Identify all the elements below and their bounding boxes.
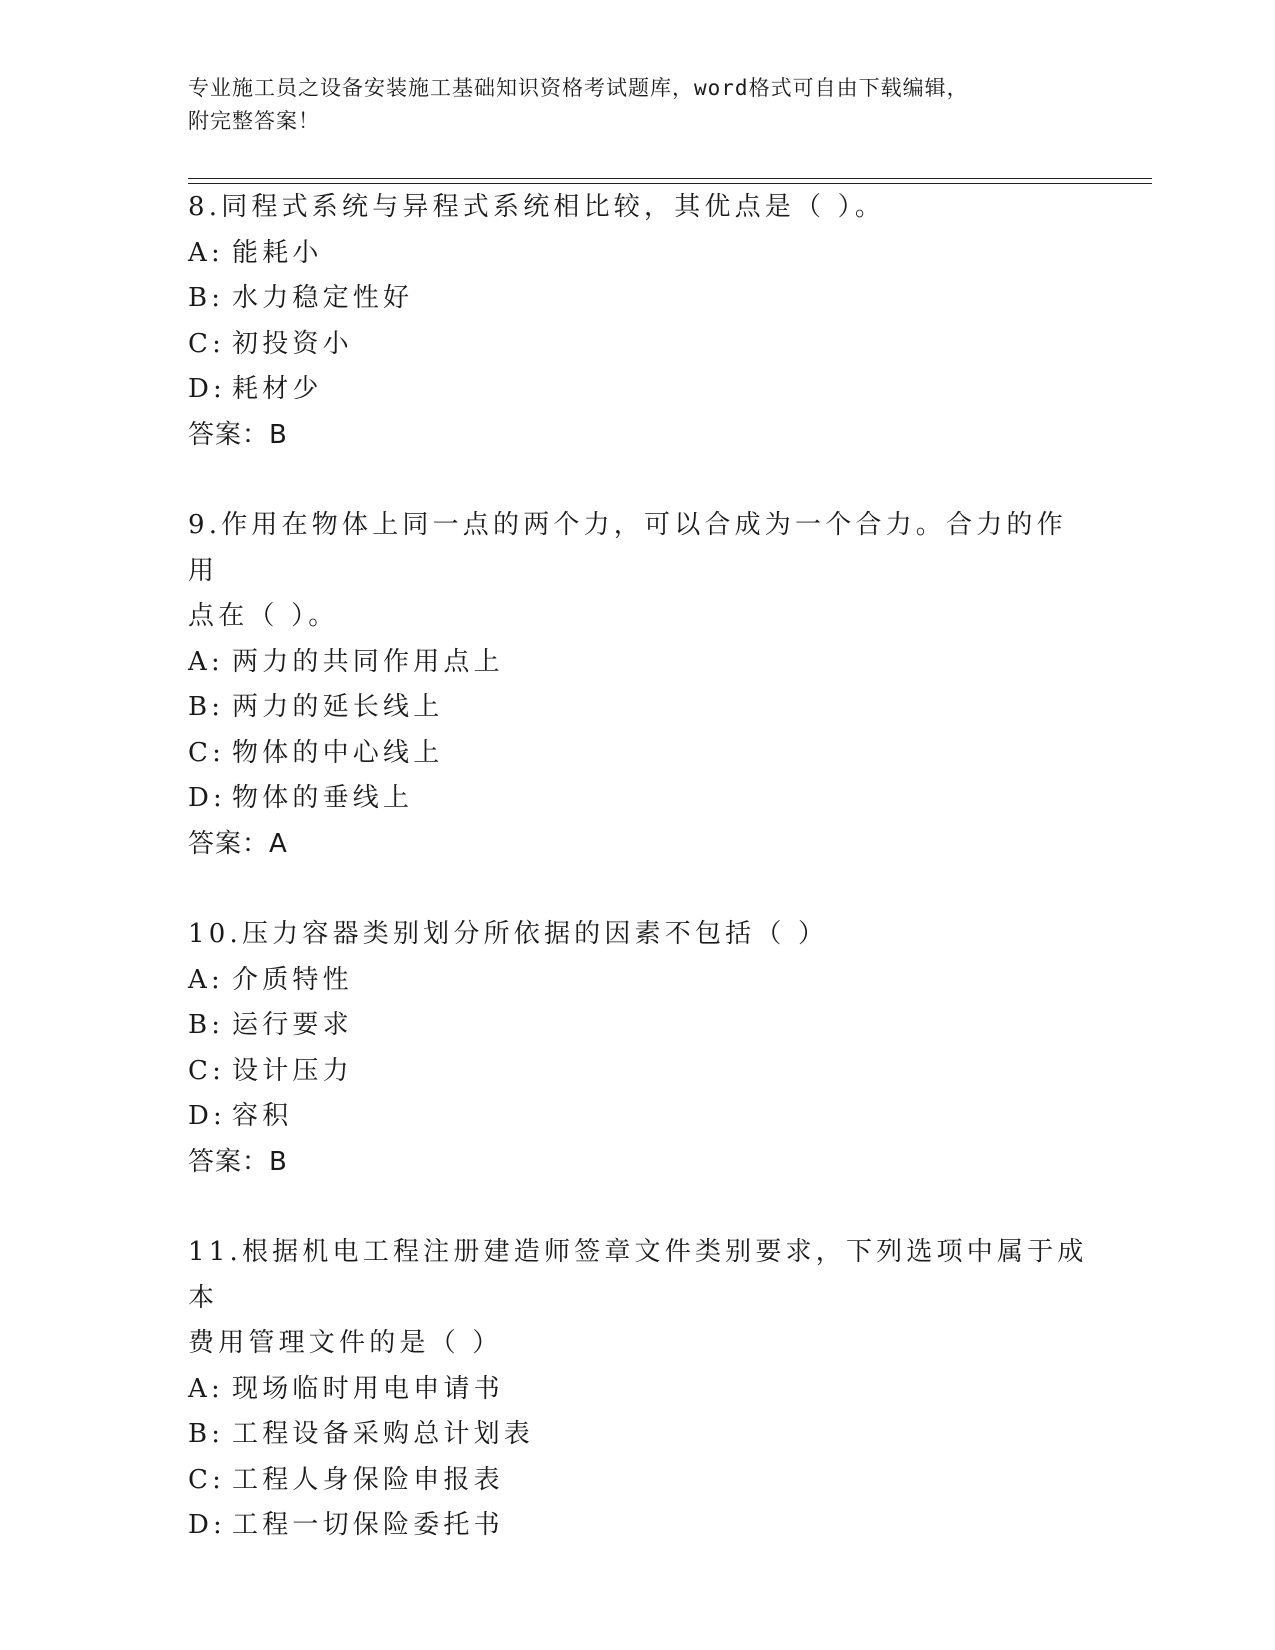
- header-divider-bottom: [188, 183, 1152, 184]
- question-text-line-2: 点在（ ）。: [188, 601, 339, 631]
- answer-line: 答案：A: [188, 828, 288, 859]
- option-text: 介质特性: [232, 964, 353, 995]
- option-letter: A:: [188, 237, 224, 268]
- option-letter: A:: [188, 964, 224, 995]
- option-text: 工程设备采购总计划表: [232, 1419, 535, 1449]
- option-text: 工程人身保险申报表: [232, 1464, 504, 1495]
- option-b: [188, 1412, 1088, 1458]
- option-letter: B:: [188, 1010, 225, 1040]
- option-text: 初投资小: [232, 328, 353, 359]
- question-text-line-2: 费用管理文件的是（ ）: [188, 1328, 503, 1358]
- option-d: [188, 1094, 1088, 1140]
- question-list: [188, 185, 1088, 1549]
- question-spacer: [188, 458, 1088, 503]
- document-header: [188, 72, 1088, 138]
- option-d: [188, 367, 1088, 413]
- option-letter: D:: [188, 783, 227, 813]
- question-11: [188, 1230, 1088, 1549]
- option-text: 现场临时用电申请书: [232, 1373, 504, 1404]
- option-letter: C:: [188, 737, 226, 768]
- option-text: 设计压力: [232, 1055, 353, 1086]
- option-text: 能耗小: [232, 237, 323, 268]
- option-letter: D:: [188, 1510, 227, 1540]
- question-text: 10.压力容器类别划分所依据的因素不包括（ ）: [188, 919, 829, 949]
- header-line-2: 附完整答案！: [188, 109, 320, 133]
- option-a: [188, 1367, 1088, 1413]
- option-text: 物体的中心线上: [232, 737, 444, 768]
- option-c: [188, 731, 1088, 777]
- option-text: 耗材少: [232, 374, 323, 404]
- option-letter: A:: [188, 646, 224, 677]
- option-letter: C:: [188, 1464, 226, 1495]
- question-10: [188, 912, 1088, 1185]
- question-text-line-1: 11.根据机电工程注册建造师签章文件类别要求，下列选项中属于成本: [188, 1237, 1088, 1313]
- option-letter: A:: [188, 1373, 224, 1404]
- header-line-1: 专业施工员之设备安装施工基础知识资格考试题库，word格式可自由下载编辑，: [188, 76, 969, 100]
- question-8: [188, 185, 1088, 458]
- option-text: 工程一切保险委托书: [232, 1510, 504, 1540]
- option-c: [188, 1049, 1088, 1095]
- option-a: [188, 231, 1088, 277]
- answer-line: 答案：B: [188, 1146, 288, 1177]
- option-text: 物体的垂线上: [232, 783, 414, 813]
- option-a: [188, 958, 1088, 1004]
- option-d: [188, 1503, 1088, 1549]
- option-letter: D:: [188, 374, 227, 404]
- option-letter: D:: [188, 1101, 227, 1131]
- question-9: [188, 503, 1088, 867]
- option-text: 两力的共同作用点上: [232, 646, 504, 677]
- option-b: [188, 1003, 1088, 1049]
- option-text: 容积: [232, 1101, 293, 1131]
- option-letter: C:: [188, 328, 226, 359]
- option-text: 水力稳定性好: [232, 283, 414, 313]
- option-a: [188, 640, 1088, 686]
- question-text: 8.同程式系统与异程式系统相比较，其优点是（ ）。: [188, 192, 886, 222]
- option-b: [188, 685, 1088, 731]
- option-b: [188, 276, 1088, 322]
- option-letter: B:: [188, 692, 225, 722]
- answer-line: 答案：B: [188, 419, 288, 450]
- header-divider-top: [188, 178, 1152, 179]
- option-text: 两力的延长线上: [232, 692, 444, 722]
- option-d: [188, 776, 1088, 822]
- question-spacer: [188, 1185, 1088, 1230]
- option-text: 运行要求: [232, 1010, 353, 1040]
- option-letter: B:: [188, 1419, 225, 1449]
- question-spacer: [188, 867, 1088, 912]
- question-text-line-1: 9.作用在物体上同一点的两个力，可以合成为一个合力。合力的作用: [188, 510, 1067, 586]
- option-letter: B:: [188, 283, 225, 313]
- option-letter: C:: [188, 1055, 226, 1086]
- option-c: [188, 1458, 1088, 1504]
- option-c: [188, 322, 1088, 368]
